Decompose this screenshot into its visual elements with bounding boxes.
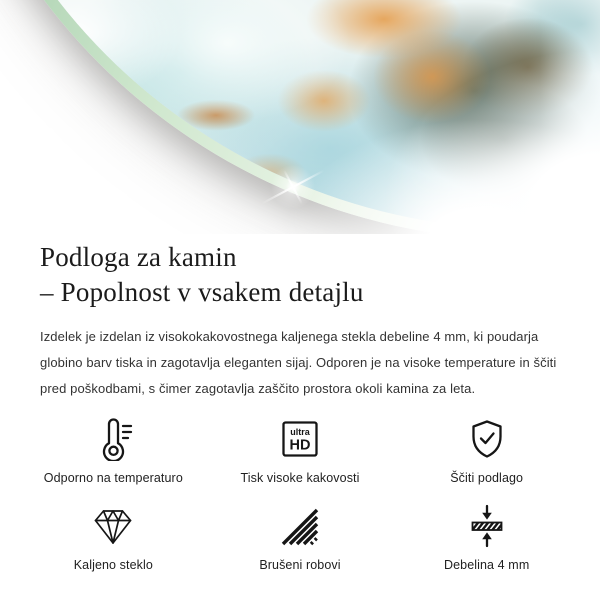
thermometer-icon [91, 416, 135, 462]
beveled-edges-icon [278, 503, 322, 549]
product-hero [0, 0, 600, 234]
thickness-icon [465, 503, 509, 549]
feature-label: Kaljeno steklo [73, 558, 153, 572]
feature-label: Brušeni robovi [259, 558, 341, 572]
feature-label: Tisk visoke kakovosti [240, 471, 360, 485]
feature-tempered-glass [20, 503, 207, 572]
ultra-hd-icon [278, 416, 322, 462]
feature-thickness [393, 503, 580, 572]
shield-check-icon [465, 416, 509, 462]
product-info-section [0, 234, 600, 572]
page-title [40, 240, 560, 310]
feature-temperature [20, 416, 207, 485]
product-description: Izdelek je izdelan iz visokokakovostnega kaljenega stekla debeline 4 mm, ki poudarja globino barv tiska in zagotavlja eleganten sijaj. Odporen je na visoke temperature in ščiti pred poškodbami, s čimer zagotavlja zaščito prostora okoli kamina za leta. [40, 329, 557, 396]
page-title-line1: Podloga za kamin [40, 242, 237, 272]
feature-print-quality [207, 416, 394, 485]
features-grid [20, 416, 580, 572]
ultra-hd-badge-bottom: HD [289, 437, 311, 454]
feature-label: Debelina 4 mm [443, 558, 530, 572]
feature-label: Odporno na temperaturo [43, 471, 183, 485]
feature-protection [393, 416, 580, 485]
diamond-icon [91, 503, 135, 549]
page-title-line2: – Popolnost v vsakem detajlu [40, 277, 364, 307]
feature-label: Ščiti podlago [450, 471, 524, 485]
ultra-hd-badge-top: ultra [290, 427, 310, 437]
feature-polished-edges [207, 503, 394, 572]
